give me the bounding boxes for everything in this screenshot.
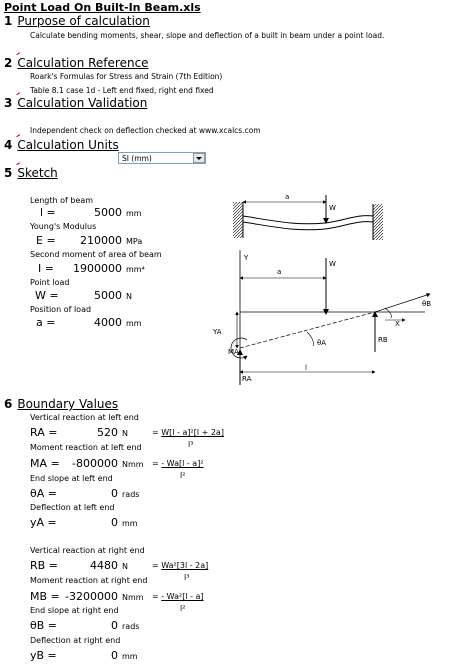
- section-validation: 3 Calculation Validation: [4, 96, 148, 110]
- section-units: 4 Calculation Units: [4, 138, 119, 152]
- label-y: Y: [244, 254, 249, 262]
- tha-unit: rads: [122, 490, 140, 499]
- ra-unit: N: [122, 429, 128, 438]
- length-value[interactable]: 5000: [94, 206, 122, 219]
- label-rb: RB: [378, 336, 388, 344]
- rb-label: Vertical reaction at right end: [30, 546, 145, 555]
- mb-label: Moment reaction at right end: [30, 576, 148, 585]
- inertia-value[interactable]: 1900000: [73, 262, 122, 275]
- ya-symbol: yA =: [30, 516, 57, 529]
- load-value[interactable]: 5000: [94, 289, 122, 302]
- label-w-top: W: [329, 204, 336, 212]
- tha-label: End slope at left end: [30, 474, 113, 483]
- beam-sketch: [213, 190, 445, 390]
- label-l: l: [305, 364, 307, 372]
- tha-symbol: θA =: [30, 487, 57, 500]
- purpose-text: Calculate bending moments, shear, slope and deflection of a built in beam under a point load.: [30, 31, 385, 40]
- ra-label: Vertical reaction at left end: [30, 413, 139, 422]
- label-theta-b: θB: [422, 300, 432, 308]
- ya-value: 0: [111, 516, 118, 529]
- section-boundary: 6 Boundary Values: [4, 397, 119, 411]
- ma-value: -800000: [72, 457, 118, 470]
- label-ya: YA: [213, 328, 222, 336]
- beam-free-body-diagram: [212, 250, 431, 385]
- modulus-unit: MPa: [126, 237, 143, 246]
- validation-text: Independent check on deflection checked at www.xcalcs.com: [30, 126, 261, 135]
- label-w-mid: W: [329, 260, 336, 268]
- position-label: Position of load: [30, 305, 92, 314]
- label-ra: RA: [242, 375, 252, 383]
- length-symbol: l =: [40, 206, 56, 219]
- ra-formula: = W[l - a]²[l + 2a]: [152, 428, 224, 437]
- yb-unit: mm: [122, 652, 138, 661]
- section-sketch: 5 Sketch: [4, 166, 58, 180]
- ma-formula-denominator: l²: [180, 471, 186, 480]
- thb-unit: rads: [122, 622, 140, 631]
- inertia-label: Second moment of area of beam: [30, 250, 162, 259]
- left-wall: [233, 202, 243, 238]
- mb-symbol: MB =: [30, 590, 60, 603]
- modulus-value[interactable]: 210000: [80, 234, 122, 247]
- position-value[interactable]: 4000: [94, 316, 122, 329]
- mb-unit: Nmm: [122, 593, 144, 602]
- position-unit: mm: [126, 319, 142, 328]
- ra-formula-denominator: l³: [188, 440, 194, 449]
- ma-label: Moment reaction at left end: [30, 443, 142, 452]
- load-symbol: W =: [35, 289, 59, 302]
- length-unit: mm: [126, 209, 142, 218]
- rb-unit: N: [122, 562, 128, 571]
- label-theta-a: θA: [317, 339, 327, 347]
- rb-formula-denominator: l³: [184, 573, 190, 582]
- section-reference: 2 Calculation Reference: [4, 56, 149, 70]
- modulus-label: Young's Modulus: [30, 222, 97, 231]
- rb-formula: = Wa²[3l - 2a]: [152, 561, 209, 570]
- inertia-symbol: I =: [38, 262, 54, 275]
- inertia-unit: mm⁴: [126, 265, 145, 274]
- label-a-top: a: [285, 193, 290, 201]
- ma-formula: = - Wa[l - a]²: [152, 459, 204, 468]
- beam-top-diagram: [233, 193, 383, 240]
- position-symbol: a =: [36, 316, 56, 329]
- modulus-symbol: E =: [36, 234, 56, 247]
- ra-value: 520: [97, 426, 118, 439]
- mb-formula-denominator: l²: [180, 604, 186, 613]
- reference-line-2: Table 8.1 case 1d - Left end fixed, right end fixed: [30, 86, 214, 95]
- yb-value: 0: [111, 649, 118, 662]
- thb-value: 0: [111, 619, 118, 632]
- right-wall: [373, 204, 383, 240]
- slope-line: [240, 312, 375, 348]
- load-unit: N: [126, 292, 132, 301]
- mb-formula: = - Wa²[l - a]: [152, 592, 204, 601]
- thb-symbol: θB =: [30, 619, 57, 632]
- mb-value: -3200000: [65, 590, 118, 603]
- ya-unit: mm: [122, 519, 138, 528]
- ya-label: Deflection at left end: [30, 503, 115, 512]
- label-a-mid: a: [277, 268, 282, 276]
- thb-label: End slope at right end: [30, 606, 119, 615]
- reference-line-1: Roark's Formulas for Stress and Strain (7th Edition): [30, 72, 223, 81]
- rb-symbol: RB =: [30, 559, 58, 572]
- ra-symbol: RA =: [30, 426, 58, 439]
- rb-value: 4480: [90, 559, 118, 572]
- deflected-beam: [243, 216, 373, 224]
- length-label: Length of beam: [30, 196, 94, 205]
- yb-symbol: yB =: [30, 649, 57, 662]
- ma-unit: Nmm: [122, 460, 144, 469]
- label-ma: MA: [228, 348, 239, 356]
- tha-value: 0: [111, 487, 118, 500]
- ma-symbol: MA =: [30, 457, 60, 470]
- chevron-down-icon[interactable]: [193, 153, 205, 163]
- yb-label: Deflection at right end: [30, 636, 121, 645]
- load-label: Point load: [30, 278, 70, 287]
- page-title: Point Load On Built-In Beam.xls: [4, 1, 201, 14]
- section-purpose: 1 Purpose of calculation: [4, 14, 150, 28]
- label-x: X: [395, 320, 400, 328]
- units-select[interactable]: SI (mm): [118, 152, 206, 164]
